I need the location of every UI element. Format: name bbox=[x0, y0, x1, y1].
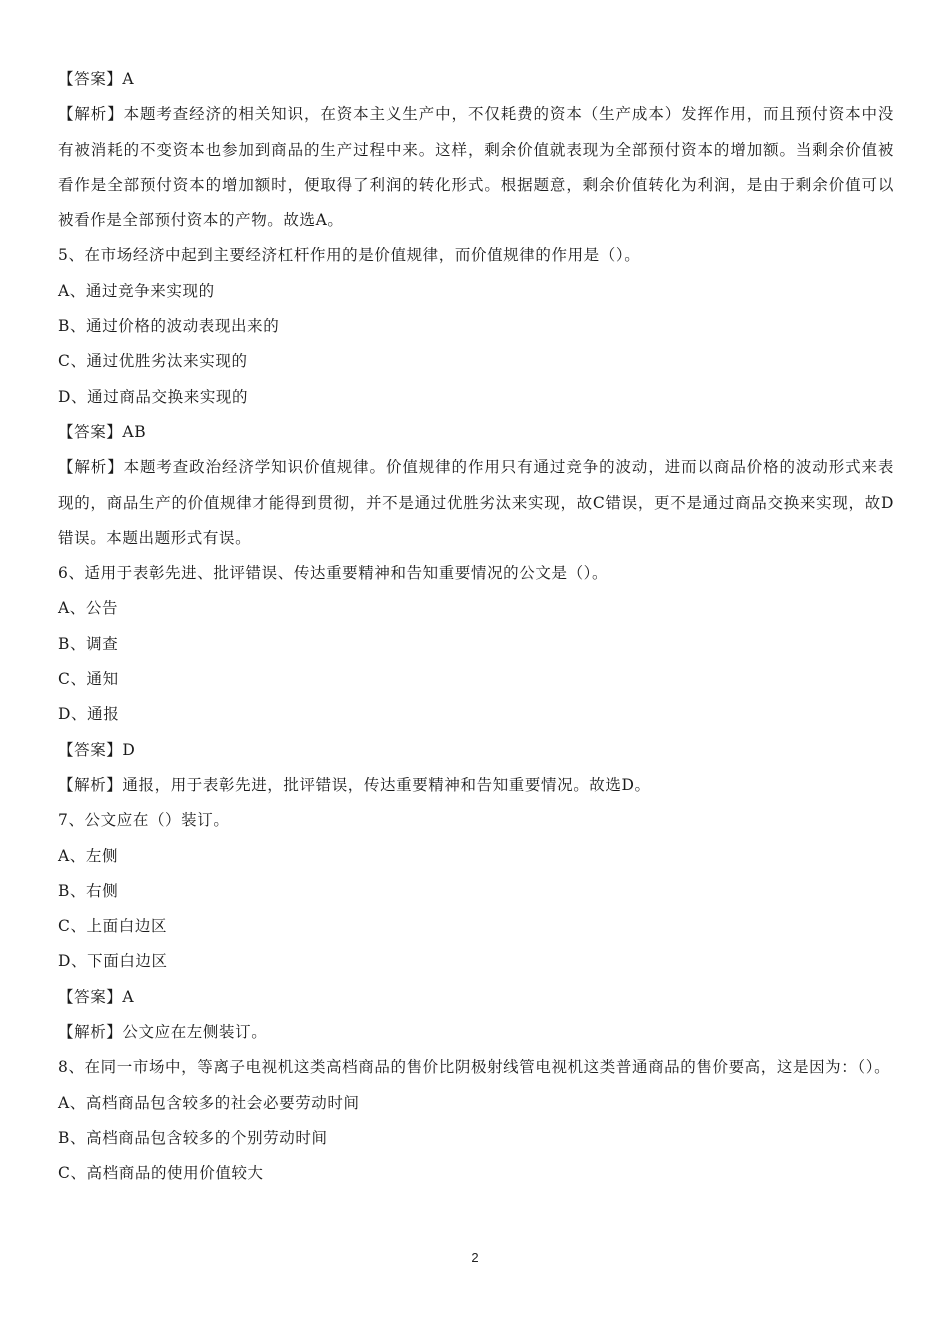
option-line: B、通过价格的波动表现出来的 bbox=[58, 317, 280, 336]
document-body bbox=[58, 62, 894, 1192]
explanation-line: 【解析】通报，用于表彰先进，批评错误，传达重要精神和告知重要情况。故选D。 bbox=[58, 775, 651, 794]
option-line: C、上面白边区 bbox=[58, 917, 168, 936]
option-line: B、右侧 bbox=[58, 881, 119, 900]
question-line: 5、在市场经济中起到主要经济杠杆作用的是价值规律，而价值规律的作用是（）。 bbox=[58, 246, 641, 265]
explanation-paragraph: 【解析】本题考查经济的相关知识，在资本主义生产中，不仅耗费的资本（生产成本）发挥作用，而且预付资本中没有被消耗的不变资本也参加到商品的生产过程中来。这样，剩余价值就表现为全部预付资本的增加额。当剩余价值被看作是全部预付资本的增加额时，便取得了利润的转化形式。根据题意，剩余价值转化为利润，是由于剩余价值可以被看作是全部预付资本的产物。故选A。 bbox=[58, 105, 894, 230]
answer-line: 【答案】D bbox=[58, 740, 136, 759]
option-line: B、调查 bbox=[58, 634, 119, 653]
option-line: C、通过优胜劣汰来实现的 bbox=[58, 352, 248, 371]
option-line: A、公告 bbox=[58, 599, 119, 618]
option-line: A、左侧 bbox=[58, 846, 119, 865]
answer-line: 【答案】AB bbox=[58, 422, 147, 441]
explanation-paragraph: 【解析】本题考查政治经济学知识价值规律。价值规律的作用只有通过竞争的波动，进而以商品价格的波动形式来表现的，商品生产的价值规律才能得到贯彻，并不是通过优胜劣汰来实现，故C错误，更不是通过商品交换来实现，故D错误。本题出题形式有误。 bbox=[58, 458, 894, 547]
answer-line: 【答案】A bbox=[58, 70, 135, 88]
option-line: B、高档商品包含较多的个别劳动时间 bbox=[58, 1128, 328, 1147]
question-paragraph: 8、在同一市场中，等离子电视机这类高档商品的售价比阴极射线管电视机这类普通商品的售价要高，这是因为：（）。 bbox=[58, 1058, 891, 1077]
question-line: 6、适用于表彰先进、批评错误、传达重要精神和告知重要情况的公文是（）。 bbox=[58, 564, 609, 583]
option-line: D、通报 bbox=[58, 705, 120, 724]
page-number: 2 bbox=[471, 1250, 479, 1265]
explanation-line: 【解析】公文应在左侧装订。 bbox=[58, 1023, 268, 1042]
answer-line: 【答案】A bbox=[58, 987, 135, 1006]
option-line: D、通过商品交换来实现的 bbox=[58, 387, 249, 406]
option-line: C、通知 bbox=[58, 670, 119, 689]
option-line: A、高档商品包含较多的社会必要劳动时间 bbox=[58, 1093, 360, 1112]
option-line: D、下面白边区 bbox=[58, 952, 168, 971]
option-line: A、通过竞争来实现的 bbox=[58, 281, 215, 300]
question-line: 7、公文应在（）装订。 bbox=[58, 811, 230, 830]
option-line: C、高档商品的使用价值较大 bbox=[58, 1164, 264, 1183]
